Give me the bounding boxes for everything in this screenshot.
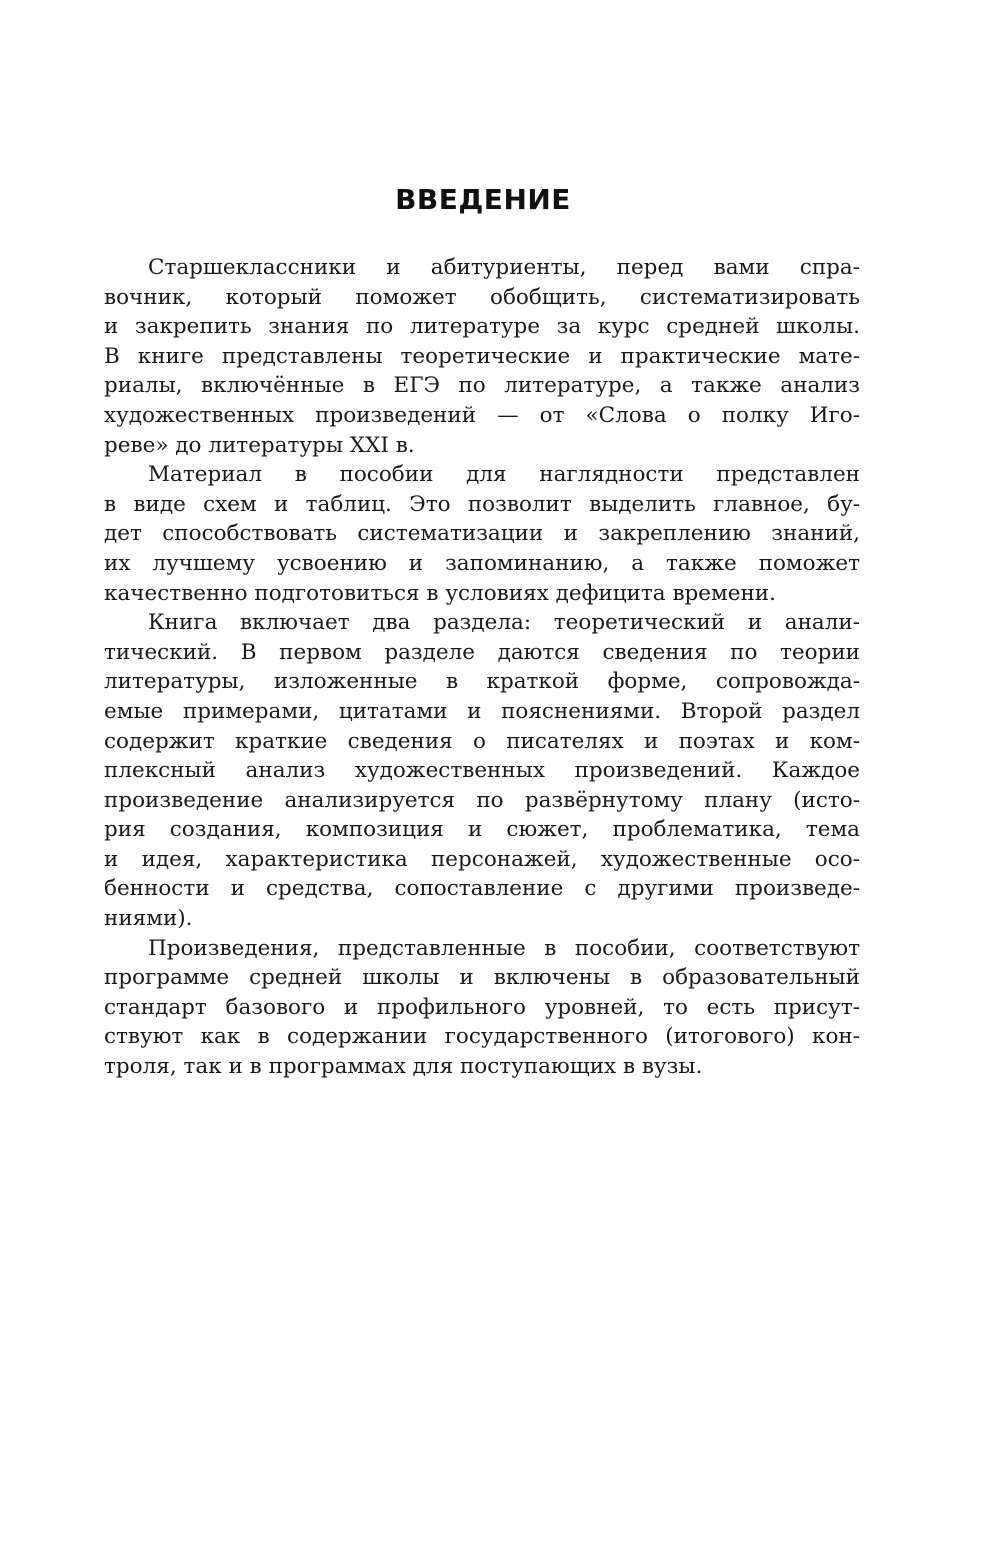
text-line: и идея, характеристика персонажей, художественные осо- <box>104 846 860 872</box>
text-line: качественно подготовиться в условиях дефицита времени. <box>104 580 776 606</box>
paragraph-3 <box>104 608 860 934</box>
text-line: ствуют как в содержании государственного (итогового) кон- <box>104 1024 860 1050</box>
text-line: Старшеклассники и абитуриенты, перед вами спра- <box>148 255 860 280</box>
text-line: емые примерами, цитатами и пояснениями. Второй раздел <box>104 698 860 724</box>
text-line: рия создания, композиция и сюжет, проблематика, тема <box>104 817 860 843</box>
text-line: риалы, включённые в ЕГЭ по литературе, а также анализ <box>104 373 860 399</box>
text-line: Книга включает два раздела: теоретический и анали- <box>148 610 860 636</box>
text-line: ниями). <box>104 906 193 932</box>
text-line: плексный анализ художественных произведений. Каждое <box>104 758 860 784</box>
paragraph-4 <box>104 934 860 1082</box>
text-line: Материал в пособии для наглядности представлен <box>148 462 860 488</box>
text-line: их лучшему усвоению и запоминанию, а также поможет <box>104 550 860 576</box>
body-text <box>104 253 860 1082</box>
page-title: ВВЕДЕНИЕ <box>395 183 571 216</box>
text-line: дет способствовать систематизации и закреплению знаний, <box>104 521 860 547</box>
text-line: бенности и средства, сопоставление с другими произведе- <box>104 876 860 902</box>
text-line: литературы, изложенные в краткой форме, сопровожда- <box>104 669 860 695</box>
text-line: В книге представлены теоретические и практические мате- <box>104 343 860 369</box>
paragraph-1 <box>104 253 860 460</box>
text-line: Произведения, представленные в пособии, соответствуют <box>148 935 860 961</box>
text-line: тический. В первом разделе даются сведения по теории <box>104 639 860 665</box>
text-line: художественных произведений — от «Слова о полку Иго- <box>104 402 860 428</box>
text-line: программе средней школы и включены в образовательный <box>104 965 860 991</box>
text-line: произведение анализируется по развёрнутому плану (исто- <box>104 787 860 813</box>
text-line: и закрепить знания по литературе за курс средней школы. <box>104 314 860 340</box>
text-line: троля, так и в программах для поступающих в вузы. <box>104 1054 703 1080</box>
text-line: стандарт базового и профильного уровней, то есть присут- <box>104 994 860 1020</box>
text-line: содержит краткие сведения о писателях и поэтах и ком- <box>104 728 860 754</box>
text-line: реве» до литературы XXI в. <box>104 432 415 458</box>
text-line: в виде схем и таблиц. Это позволит выделить главное, бу- <box>104 491 860 517</box>
text-line: вочник, который поможет обобщить, систематизировать <box>104 284 860 310</box>
paragraph-2 <box>104 460 860 608</box>
